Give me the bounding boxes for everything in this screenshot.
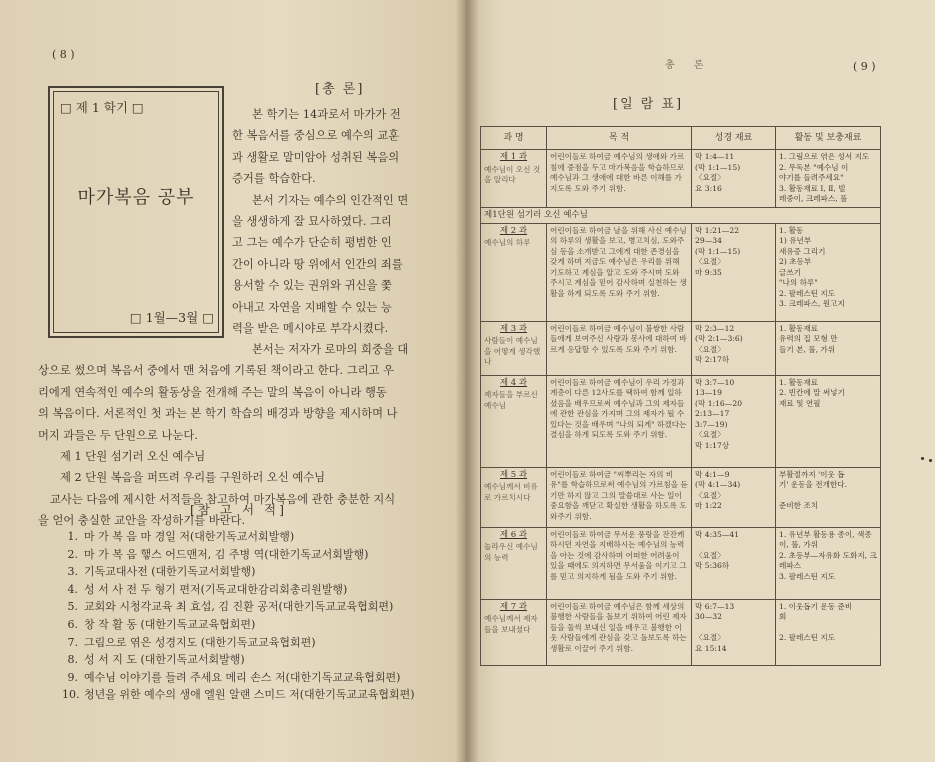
activity-line: 1. 그림으로 엮은 성서 지도 xyxy=(779,152,870,161)
scripture-cell xyxy=(692,599,776,665)
scripture-line: (막 4:1—34) xyxy=(695,480,741,489)
scripture-line: 30—32 xyxy=(695,612,722,621)
table-header-row xyxy=(481,127,881,150)
text-line: 간이 아니라 땅 위에서 인간의 죄를 xyxy=(232,257,403,271)
text-line: 본서 기자는 예수의 인간적인 면 xyxy=(252,193,409,207)
activity-line: 기' 운동을 전개한다. xyxy=(779,480,848,489)
reference-item: 3. 기독교대사전 (대한기독교서회발행) xyxy=(67,565,256,579)
speck xyxy=(921,457,924,460)
text-line: 과 생활로 말미암아 성취된 복음의 xyxy=(232,150,400,164)
scripture-cell xyxy=(692,321,776,375)
lesson-cell xyxy=(481,467,547,527)
unit-1-line: 제 1 단원 섬기러 오신 예수님 xyxy=(60,450,206,464)
overview-table xyxy=(480,126,881,666)
reference-item: 4. 성 서 사 전 두 형기 편저(기독교대한감리회총리원발행) xyxy=(67,582,348,596)
semester-months: □ 1월—3월 □ xyxy=(129,310,214,325)
activity-line: 야기를 들려주세요" xyxy=(779,173,844,182)
scripture-line xyxy=(695,623,772,634)
text-line: 아내고 자연을 지배할 수 있는 능 xyxy=(232,300,392,314)
scripture-cell xyxy=(692,527,776,599)
overview-title: [일 람 표] xyxy=(613,97,684,112)
lesson-name: 예수님의 하루 xyxy=(484,238,531,247)
lesson-cell xyxy=(481,375,547,467)
scripture-line xyxy=(695,540,772,551)
references-title: [참 고 서 적] xyxy=(190,502,287,517)
scripture-line: 마 9:35 xyxy=(695,267,722,277)
activity-line: 부활절까지 '이웃 돕 xyxy=(779,469,845,479)
scripture-line: (막 1:16—20 xyxy=(695,398,743,408)
lesson-name: 사람들이 예수님을 어떻게 생각했나 xyxy=(484,336,541,366)
reference-item: 2. 마 가 복 음 햏스 어드맨저, 김 주병 역(대한기독교서회발행) xyxy=(67,547,369,561)
lesson-objective: 어린이들로 하여금 "씨뿌리는 자의 비유"를 학습하므로써 예수님의 가르침을 듣기만 하지 않고 그의 말씀대로 사는 일이 중요함을 깨닫고 확실한 생활을 하도록 도와주기 위함. xyxy=(547,467,692,527)
lesson-row xyxy=(481,527,881,599)
lesson-row xyxy=(481,150,881,208)
lesson-objective: 어린이들로 하여금 날을 위해 사신 예수님의 하루의 생활을 보고, 병고치심, 도와주심 등을 소개받고 그에게 대한 존경심을 갖게 하며 지금도 예수님은 우리를 위해 기도하고 계심을 알고 도와 주시며 도와 주시고 계심을 믿어 감사하며 실천하는 생활을 하게 되도록 도와 주기 위함. xyxy=(547,223,692,321)
lesson-objective: 어린이들로 하여금 예수님이 불쌍한 사람들에게 보여주신 사랑과 봉사에 대하여 바르게 응답할 수 있도록 도와 주기 위함. xyxy=(547,321,692,375)
left-page-number: ( 8 ) xyxy=(52,48,75,61)
scripture-cell xyxy=(692,150,776,208)
unit-title: 제1단원 섬기러 오신 예수님 xyxy=(481,208,881,224)
activity-line: 새유증 그리기 xyxy=(779,246,826,256)
activity-line: 2) 초등부 xyxy=(779,257,812,266)
scripture-line: 막 2:3—12 xyxy=(695,323,735,333)
scripture-line: 막 2:17하 xyxy=(695,355,730,364)
reference-item: 8. 성 서 지 도 (대한기독교서회발행) xyxy=(67,653,245,667)
activities-cell xyxy=(776,223,881,321)
scripture-line: 〈요절〉 xyxy=(695,344,725,354)
activities-cell xyxy=(776,321,881,375)
book-gutter xyxy=(455,0,479,762)
lesson-row xyxy=(481,375,881,467)
scripture-line: 〈요절〉 xyxy=(695,257,725,266)
lesson-objective: 어린이들로 하여금 예수님의 생애와 가르침에 중점을 두고 마가복음을 학습하므로 예수님과 그 생애에 대한 바른 이해를 가지도록 도와 주기 위함. xyxy=(547,150,692,208)
activity-line: 들기 본, 풀, 가위 xyxy=(779,344,836,354)
semester-title: 마가복음 공부 xyxy=(77,187,195,208)
scripture-line: 29—34 xyxy=(695,236,722,245)
activity-line: 1) 유년부 xyxy=(779,236,812,245)
scripture-line: (막 1:1—15) xyxy=(695,246,741,256)
text-line: 본 학기는 14과로서 마가가 전 xyxy=(252,108,401,121)
activity-line: 1. 유년부 활동용 종이, 색종이, 풀, 가위 xyxy=(779,529,872,549)
scripture-line: 막 5:36하 xyxy=(695,561,730,570)
lesson-number: 제 7 과 xyxy=(499,601,528,612)
right-page-number: ( 9 ) xyxy=(853,60,876,73)
reference-item: 9. 예수님 이야기를 들려 주세요 메리 손스 저(대한기독교교육협회편) xyxy=(67,670,401,684)
activity-line: 1. 이웃돕기 운동 준비 xyxy=(779,601,853,611)
header-objective: 목 적 xyxy=(547,127,692,150)
activity-line: 2. 초등부—자유화 도화지, 크레파스 xyxy=(779,550,877,570)
activities-cell xyxy=(776,599,881,665)
lesson-cell xyxy=(481,321,547,375)
scripture-line: 3:7—19) xyxy=(695,419,728,429)
text-line: 을 얻어 충실한 교안을 작성하기를 바란다. xyxy=(38,514,246,528)
reference-item: 5. 교회와 시청각교육 최 효섭, 김 진환 공저(대한기독교교육협회편) xyxy=(67,600,394,614)
lesson-row xyxy=(481,223,881,321)
semester-box xyxy=(48,86,224,338)
activities-cell xyxy=(776,467,881,527)
references-list xyxy=(62,528,415,704)
activity-line xyxy=(779,491,877,502)
scripture-cell xyxy=(692,223,776,321)
activity-line: 회 xyxy=(779,612,787,621)
activity-line: 2. 무독본 "예수님 이 xyxy=(779,162,849,172)
lesson-number: 제 3 과 xyxy=(499,323,528,334)
scripture-line: 막 4:1—9 xyxy=(695,469,730,479)
scripture-line: (막 2:1—3:6) xyxy=(695,334,743,343)
text-line: 의 복음이다. 서론적인 첫 과는 본 학기 학습의 배경과 방향을 제시하며 나 xyxy=(38,407,398,421)
unit-row xyxy=(481,208,881,224)
text-line: 을 생생하게 잘 묘사하였다. 그리 xyxy=(232,215,392,229)
lesson-number: 제 1 과 xyxy=(499,152,528,162)
scripture-line: 13—19 xyxy=(695,388,722,397)
header-activities: 활동 및 보충재료 xyxy=(776,127,881,150)
activity-line: 1. 활동 xyxy=(779,225,804,235)
activity-line: 준비한 조치 xyxy=(779,501,819,510)
scripture-line: 〈요절〉 xyxy=(695,550,725,560)
activities-cell xyxy=(776,527,881,599)
text-line: 력을 받은 메시야로 부각시켰다. xyxy=(232,322,389,336)
activity-line: 2. 팔레스틴 지도 xyxy=(779,288,836,298)
activities-cell xyxy=(776,375,881,467)
scripture-line: 〈요절〉 xyxy=(695,173,725,182)
scripture-cell xyxy=(692,467,776,527)
lesson-number: 제 6 과 xyxy=(499,529,528,540)
lesson-cell xyxy=(481,527,547,599)
lesson-name: 놀라우신 예수님의 능력 xyxy=(484,542,538,562)
activity-line xyxy=(779,623,877,634)
scripture-line: 막 1:17상 xyxy=(695,440,730,450)
lesson-number: 제 5 과 xyxy=(499,469,528,480)
text-line: 리에게 연속적인 예수의 활동상을 전개해 주는 말의 복음이 아니라 행동 xyxy=(38,385,387,399)
scripture-line: 막 6:7—13 xyxy=(695,601,735,611)
lesson-cell xyxy=(481,223,547,321)
general-remarks-title: [총 론] xyxy=(315,82,365,97)
unit-2-line: 제 2 단원 복음을 퍼뜨려 우리를 구원하러 오신 예수님 xyxy=(60,471,326,485)
intro-paragraph xyxy=(232,104,454,339)
lesson-cell xyxy=(481,599,547,665)
overview-table-body xyxy=(481,150,881,666)
reference-item: 6. 창 작 활 동 (대한기독교교육협회편) xyxy=(67,617,256,631)
header-scripture: 성경 재료 xyxy=(692,127,776,150)
activity-line: 레중이, 크레파스, 풀 xyxy=(779,194,848,203)
scripture-line: 막 1:21—22 xyxy=(695,225,740,235)
text-line: 증거를 학습한다. xyxy=(232,172,316,186)
scripture-line: 요 15:14 xyxy=(695,643,727,653)
lesson-name: 제자들을 부르신 예수님 xyxy=(484,390,538,410)
text-line: 한 복음서를 중심으로 예수의 교훈 xyxy=(232,129,400,143)
text-line: 고 그는 예수가 단순히 평범한 인 xyxy=(232,236,392,250)
scripture-line: 막 3:7—10 xyxy=(695,377,735,387)
lesson-objective: 어린이들로 하여금 예수님이 우리 가정과 계층이 다른 12사도를 택하여 함께 일하셨음을 배우므로써 예수님과 그의 제자들에 관한 관심을 가지며 그의 제자가 될 수 있다는 것을 배우며 "나의 되게" 하겠다는 결심을 하게 되도록 도와 주기 위함. xyxy=(547,375,692,467)
running-header: 총 론 xyxy=(665,60,712,71)
activity-line: 재료 및 연필 xyxy=(779,398,821,408)
activity-line: "나의 하루" xyxy=(779,278,818,287)
scripture-line: 막 4:35—41 xyxy=(695,529,740,539)
scripture-line: 2:13—17 xyxy=(695,409,730,418)
lesson-objective: 어린이들로 하여금 무서운 풍랑을 잔잔케 하시던 자연을 지배하시는 예수님의 능력을 아는 것에 감사하며 어떠한 어려움이 있을 때에도 의지하면 무서움을 이기고 그를 믿고 의지하게 됨을 도와 주기 위함. xyxy=(547,527,692,599)
activity-line: 3. 크레파스, 원고지 xyxy=(779,299,845,308)
reference-item: 10. 청년을 위한 예수의 생애 엘원 알랜 스미드 저(대한기독교교육협회편) xyxy=(62,688,415,702)
lesson-name: 예수님께서 제자들을 보내셨다 xyxy=(484,614,538,634)
header-lesson: 과 명 xyxy=(481,127,547,150)
text-line: 교사는 다음에 제시한 서적들을 참고하여 마가복음에 관한 충분한 지식 xyxy=(50,492,396,506)
text-line: 상으로 썼으며 복음서 중에서 맨 처음에 기록된 책이라고 한다. 그리고 우 xyxy=(38,364,394,378)
scripture-cell xyxy=(692,375,776,467)
right-page xyxy=(465,0,935,762)
activity-line: 2. 빈칸에 말 써넣기 xyxy=(779,388,845,397)
scripture-line: (막 1:1—15) xyxy=(695,162,741,172)
text-line: 용서할 수 있는 권위와 귀신을 쫓 xyxy=(232,279,392,293)
scripture-line: 〈요절〉 xyxy=(695,490,725,500)
reference-item: 7. 그림으로 엮은 성경지도 (대한기독교교육협회편) xyxy=(67,635,316,649)
activities-cell xyxy=(776,150,881,208)
scripture-line: 마 1:22 xyxy=(695,501,722,510)
left-page xyxy=(0,0,465,762)
activity-line: 유력의 집 모형 만 xyxy=(779,334,838,343)
lesson-row xyxy=(481,467,881,527)
lesson-number: 제 2 과 xyxy=(499,225,528,236)
text-line: 본서는 저자가 로마의 희중을 대 xyxy=(252,343,409,356)
activity-line: 글쓰기 xyxy=(779,267,802,277)
lesson-row xyxy=(481,599,881,665)
lesson-row xyxy=(481,321,881,375)
scripture-line: 요 3:16 xyxy=(695,183,722,193)
reference-item: 1. 마 가 복 음 마 경일 저(대한기독교서회발행) xyxy=(67,530,295,543)
activity-line: 2. 팔레스틴 지도 xyxy=(779,633,836,642)
scripture-line: 〈요절〉 xyxy=(695,430,725,439)
semester-label: □ 제 1 학기 □ xyxy=(60,100,144,115)
activity-line: 3. 활동재료 Ⅰ, Ⅱ, 빌 xyxy=(779,183,846,193)
scripture-line: 막 1:4—11 xyxy=(695,152,735,161)
activity-line: 3. 팔레스틴 지도 xyxy=(779,571,836,581)
lesson-number: 제 4 과 xyxy=(499,377,528,388)
text-line: 머지 과들은 두 단원으로 나눈다. xyxy=(38,428,198,442)
lesson-name: 예수님이 오신 것 을 알리다 xyxy=(484,164,541,184)
lesson-name: 예수님께서 비유로 가르치시다 xyxy=(484,482,538,502)
activity-line: 1. 활동재료 xyxy=(779,323,819,333)
lesson-cell xyxy=(481,150,547,208)
speck xyxy=(929,459,932,462)
lesson-objective: 어린이들로 하여금 예수님은 함께 세상의 불행한 사람들을 돌보기 위하여 어린 제자들을 둘씩 보내신 일을 배우고 불행한 이웃 사람들에게 관심을 갖고 돌보도록 하는 생활로 이끌어 주기 위함. xyxy=(547,599,692,665)
activity-line: 1. 활동재료 xyxy=(779,377,819,387)
scripture-line: 〈요절〉 xyxy=(695,633,725,642)
